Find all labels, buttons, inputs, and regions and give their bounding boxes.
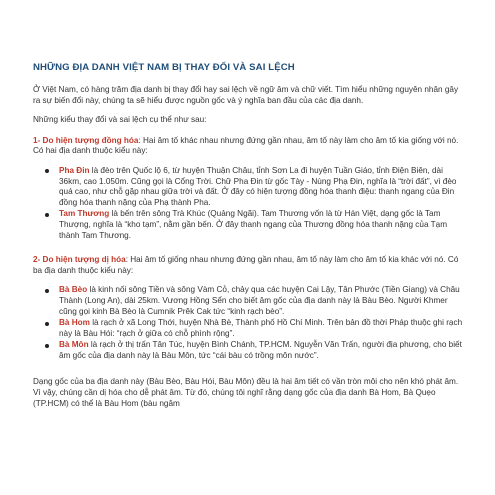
section-1-term: 1- Do hiện tượng đồng hóa bbox=[33, 135, 139, 145]
place-name: Bà Bèo bbox=[59, 285, 88, 295]
section-2-list bbox=[33, 285, 465, 361]
place-name: Tam Thương bbox=[59, 209, 110, 219]
list-item-ba-mon bbox=[59, 340, 465, 361]
place-name: Pha Đin bbox=[59, 165, 90, 175]
document-page bbox=[33, 62, 465, 418]
document-title: NHỮNG ĐỊA DANH VIỆT NAM BỊ THAY ĐỔI VÀ SAI LỆCH bbox=[33, 62, 295, 73]
list-item-pha-din bbox=[59, 166, 465, 208]
section-2-heading bbox=[33, 255, 465, 276]
closing-paragraph: Dạng gốc của ba địa danh này (Bàu Bèo, Bàu Hói, Bàu Môn) đều là hai âm tiết có vần tròn môi cho nên khó phát âm. Vì vậy, chúng cần dị hóa cho dễ phát âm. Từ đó, chúng tôi nghĩ rằng dạng gốc của địa danh Bà Hom, Bà Quẹo (TP.HCM) có thể là Bàu Hom (bàu ngâm bbox=[33, 377, 459, 408]
place-name: Bà Môn bbox=[59, 340, 89, 350]
section-2-description: : Hai âm tố giống nhau nhưng đứng gần nhau, âm tố này làm cho âm tố kia khác với nó. Có ba địa danh thuộc kiểu này: bbox=[33, 255, 459, 275]
section-1-list bbox=[33, 166, 465, 241]
list-item-ba-hom bbox=[59, 318, 465, 339]
section-2-term: 2- Do hiện tượng dị hóa bbox=[33, 255, 126, 265]
section-1-description: : Hai âm tố khác nhau nhưng đứng gần nhau, âm tố này làm cho âm tố kia giống với nó. Có hai địa danh thuộc kiểu này: bbox=[33, 135, 459, 156]
lead-paragraph: Những kiểu thay đổi và sai lệch cụ thể như sau: bbox=[33, 115, 207, 125]
place-description: là rạch ở xã Long Thới, huyện Nhà Bè, Thành phố Hồ Chí Minh. Trên bản đồ thời Pháp thuộc ghi rạch này là Bàu Hói: “rạch ở giữa có chỗ phình rộng”. bbox=[59, 318, 463, 338]
place-description: là kinh nối sông Tiền và sông Vàm Cỏ, chảy qua các huyện Cai Lậy, Tân Phước (Tiền Giang) và Châu Thành (Long An), dài 25km. Vương Hồng Sển cho biết âm gốc của địa danh này là Bàu Bèo. Người Khmer cũng gọi kinh Bà Bèo là Cumnik Prêk Cak tức “kinh rạch bèo”. bbox=[59, 285, 460, 316]
place-name: Bà Hom bbox=[59, 318, 90, 328]
list-item-ba-beo bbox=[59, 285, 465, 317]
place-description: là bến trên sông Trà Khúc (Quảng Ngãi). Tam Thương vốn là từ Hán Việt, dạng gốc là Tam Thượng, nghĩa là “kho tạm”, nằm gần bến. Ở đây thanh ngang của Thương đồng hóa thanh nặng của Tạm thành Tam Thương. bbox=[59, 209, 448, 240]
place-description: là rạch ở thị trấn Tân Túc, huyện Bình Chánh, TP.HCM. Nguyễn Văn Trấn, người địa phương, cho biết âm gốc của địa danh này là Bàu Môn, tức “cái bàu có trồng môn nước”. bbox=[59, 340, 462, 360]
list-item-tam-thuong bbox=[59, 209, 465, 241]
place-description: là đèo trên Quốc lộ 6, từ huyện Thuận Châu, tỉnh Sơn La đi huyện Tuần Giáo, tỉnh Điện Biên, dài 36km, cao 1.050m. Cũng gọi là Cổng Trời. Chữ Pha Đin từ gốc Tày - Nùng Phạ Đin, nghĩa là “trời đất”, vì đèo quá cao, như chỗ gặp nhau giữa trời và đất. Ở đây có hiện tượng đồng hóa thanh điệu: thanh ngang của Đin đồng hóa thanh nặng của Phạ thành Pha. bbox=[59, 165, 457, 207]
intro-paragraph: Ở Việt Nam, có hàng trăm địa danh bị thay đổi hay sai lệch về ngữ âm và chữ viết. Tìm hiểu những nguyên nhân gây ra sự biến đổi này, chúng ta sẽ hiểu được nguồn gốc và ý nghĩa ban đầu của các địa danh. bbox=[33, 85, 459, 105]
section-1-heading bbox=[33, 136, 465, 157]
